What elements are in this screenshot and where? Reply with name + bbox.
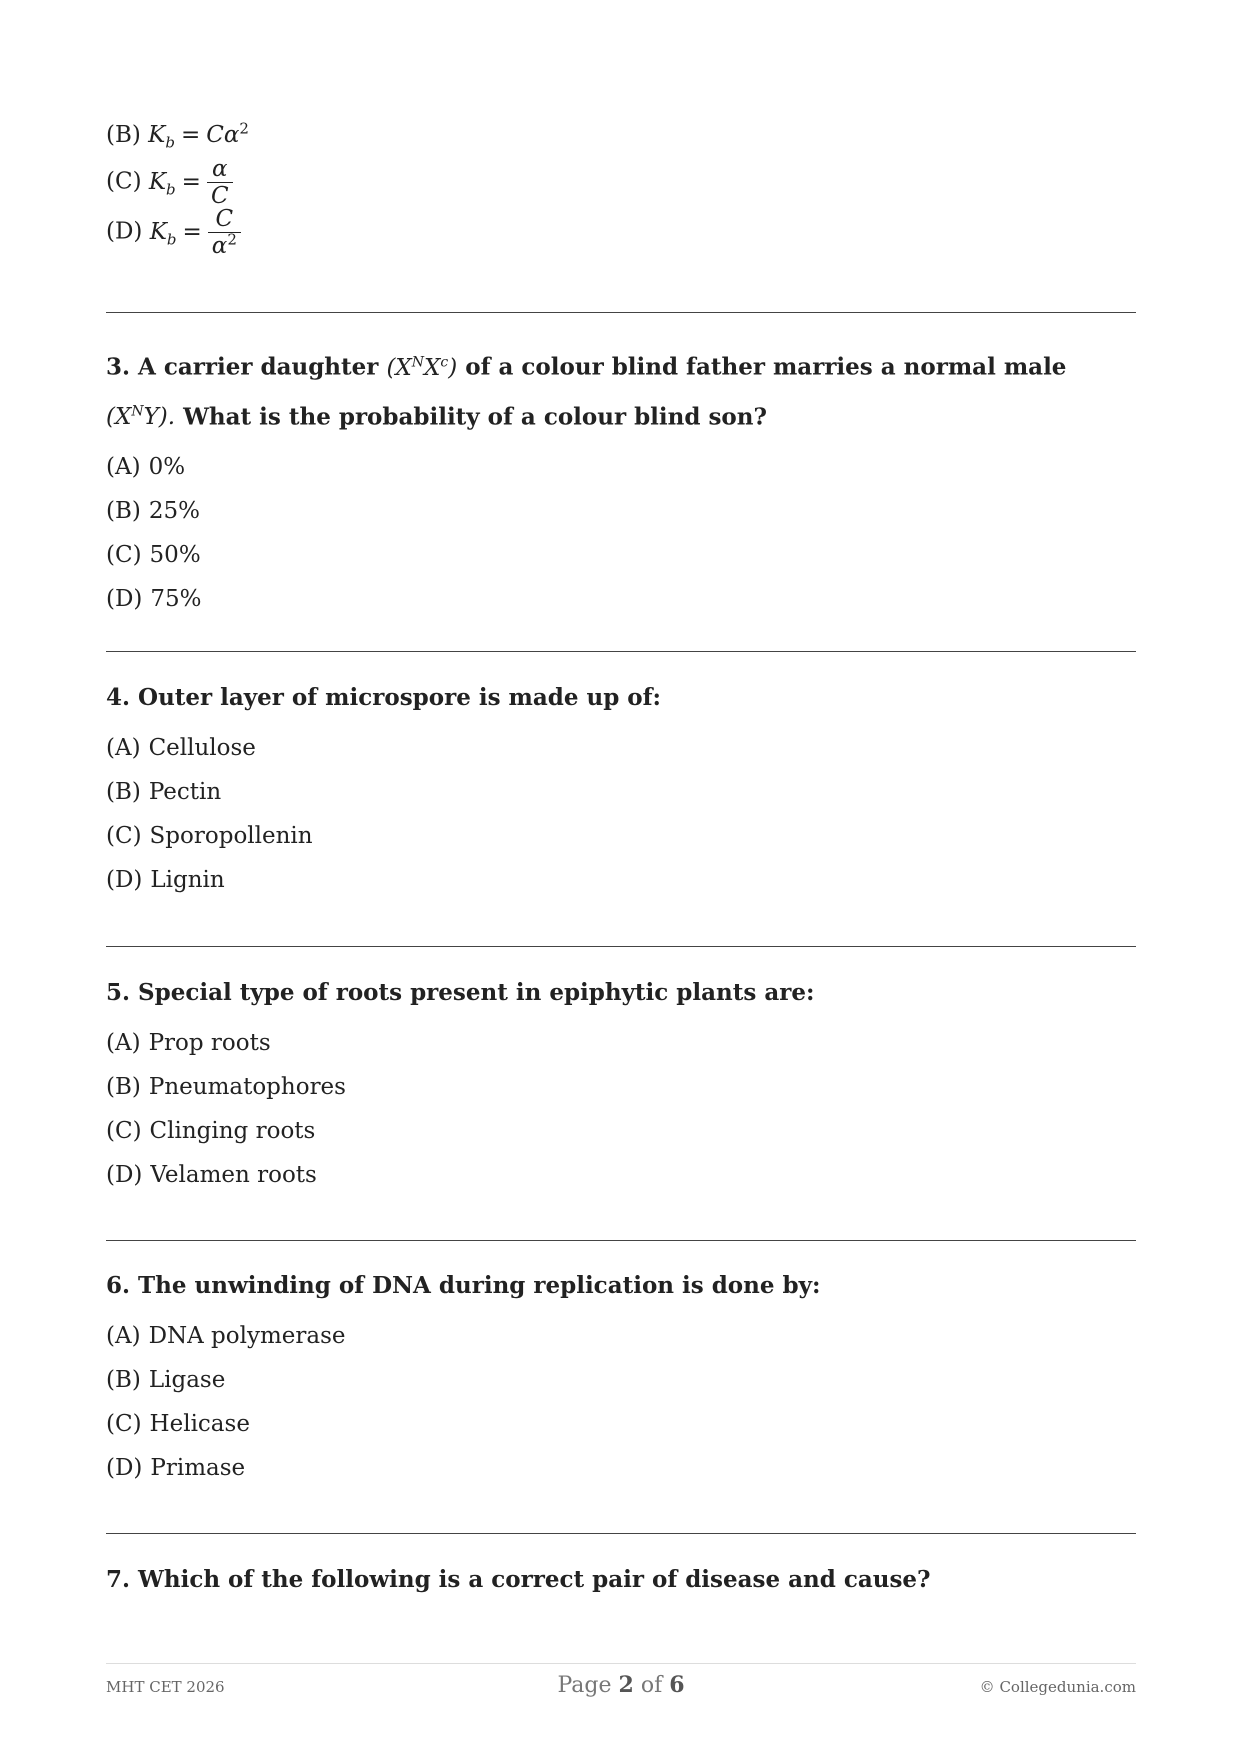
option-c[interactable]: (C) Helicase <box>106 1411 250 1437</box>
options-list <box>106 726 1136 902</box>
footer-divider <box>106 1663 1136 1664</box>
option-b[interactable]: (B) Pectin <box>106 779 222 805</box>
options-list <box>106 1314 1136 1490</box>
question-text: 4. Outer layer of microspore is made up of: <box>106 684 662 711</box>
divider <box>106 1240 1136 1241</box>
option-d[interactable]: (D) Lignin <box>106 867 225 893</box>
exam-name: MHT CET 2026 <box>106 1678 225 1696</box>
options-list <box>106 445 1136 621</box>
question-text: 6. The unwinding of DNA during replication is done by: <box>106 1272 821 1299</box>
option-c[interactable]: (C) Clinging roots <box>106 1118 316 1144</box>
option-d[interactable]: (D) Velamen roots <box>106 1162 317 1188</box>
option-a[interactable]: (A) DNA polymerase <box>106 1323 346 1349</box>
question-3 <box>106 340 1136 621</box>
question-text: 7. Which of the following is a correct pair of disease and cause? <box>106 1566 931 1593</box>
option-b[interactable]: (B) Ligase <box>106 1367 226 1393</box>
page-number: Page 2 of 6 <box>557 1672 685 1698</box>
option-b[interactable]: (B) Pneumatophores <box>106 1074 346 1100</box>
question-7 <box>106 1558 1136 1602</box>
page-footer <box>106 1672 1136 1702</box>
q2-option-c: (C) $K_b$ = $\frac{\alpha}{C}$ <box>106 156 233 209</box>
divider <box>106 946 1136 947</box>
q2-option-b: (B) $K_b = C\alpha^2$ <box>106 119 249 152</box>
fraction: $\frac{\alpha}{C}$ <box>207 156 233 209</box>
divider <box>106 1533 1136 1534</box>
divider <box>106 312 1136 313</box>
question-4 <box>106 676 1136 902</box>
q2-option-d: (D) $K_b$ = $\frac{C}{\alpha^2}$ <box>106 206 241 259</box>
question-text: 5. Special type of roots present in epiphytic plants are: <box>106 979 815 1006</box>
option-d[interactable]: (D) 75% <box>106 586 202 613</box>
option-c[interactable]: (C) Sporopollenin <box>106 823 313 849</box>
copyright: © Collegedunia.com <box>979 1678 1136 1696</box>
option-a[interactable]: (A) Prop roots <box>106 1030 271 1056</box>
option-a[interactable]: (A) Cellulose <box>106 735 256 761</box>
option-c[interactable]: (C) 50% <box>106 542 201 569</box>
option-b[interactable]: (B) 25% <box>106 498 200 525</box>
options-list <box>106 1021 1136 1197</box>
option-d[interactable]: (D) Primase <box>106 1455 246 1481</box>
option-a[interactable]: (A) 0% <box>106 454 186 481</box>
question-text: 3. A carrier daughter $(X^NX^c)$ of a colour blind father marries a normal male $(X^NY)$. What is the probability of a colour blind son? <box>106 353 1067 431</box>
question-6 <box>106 1264 1136 1490</box>
document-page <box>106 0 1136 1754</box>
divider <box>106 651 1136 652</box>
question-5 <box>106 971 1136 1197</box>
fraction: $\frac{C}{\alpha^2}$ <box>208 206 241 259</box>
